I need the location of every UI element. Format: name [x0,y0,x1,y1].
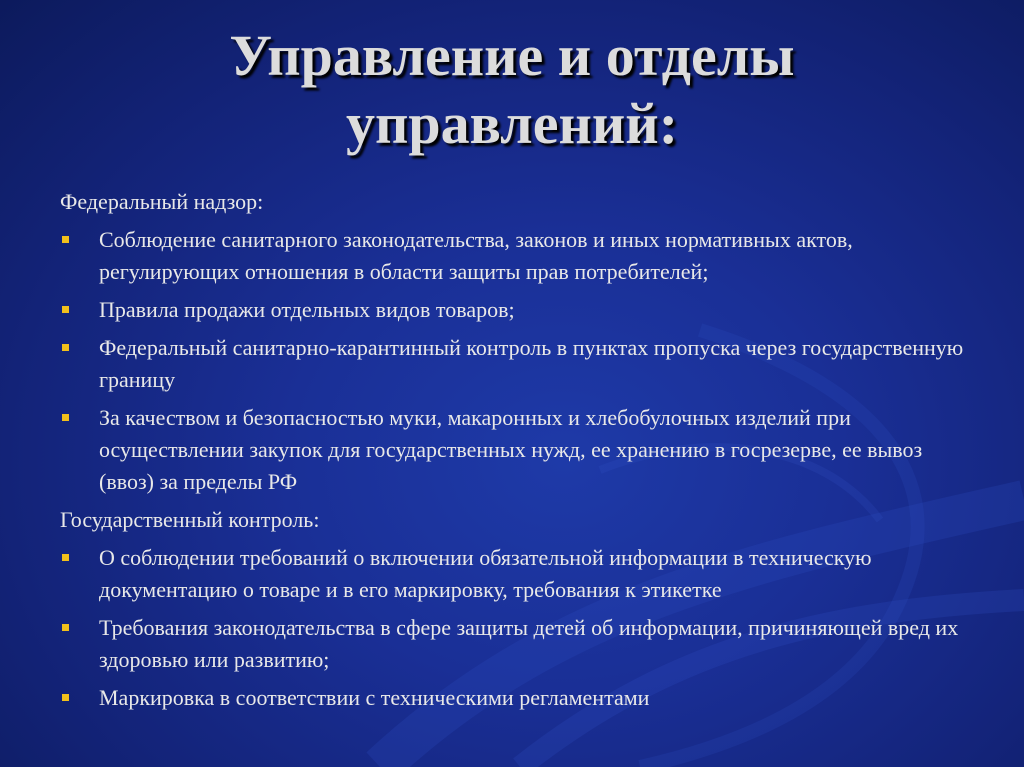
list-item [60,332,980,396]
list-item-text: Федеральный санитарно-карантинный контроль в пунктах пропуска через государственную границу [99,335,964,392]
list-item [60,612,980,676]
square-bullet-icon [62,554,69,561]
list-item-text: Маркировка в соответствии с техническими регламентами [99,685,650,710]
list-item [60,542,980,606]
square-bullet-icon [62,414,69,421]
square-bullet-icon [62,306,69,313]
list-item [60,224,980,288]
slide-body [60,186,980,720]
square-bullet-icon [62,694,69,701]
square-bullet-icon [62,236,69,243]
list-item [60,682,980,714]
slide-title-line-1: Управление и отделы [229,23,795,88]
slide-title-line-2: управлений: [345,91,679,156]
list-item [60,402,980,498]
federal-supervision-list [60,224,980,498]
section-label-state-control: Государственный контроль: [60,507,320,532]
list-item [60,294,980,326]
list-item-text: Соблюдение санитарного законодательства, законов и иных нормативных актов, регулирующих отношения в области защиты прав потребителей; [99,227,853,284]
list-item-text: О соблюдении требований о включении обязательной информации в техническую документацию о товаре и в его маркировку, требования к этикетке [99,545,872,602]
square-bullet-icon [62,344,69,351]
list-item-text: Правила продажи отдельных видов товаров; [99,297,515,322]
square-bullet-icon [62,624,69,631]
slide-title [0,22,1024,158]
list-item-text: За качеством и безопасностью муки, макаронных и хлебобулочных изделий при осуществлении закупок для государственных нужд, ее хранению в госрезерве, ее вывоз (ввоз) за пределы РФ [99,405,923,494]
list-item-text: Требования законодательства в сфере защиты детей об информации, причиняющей вред их здоровью или развитию; [99,615,959,672]
section-label-federal-supervision: Федеральный надзор: [60,189,264,214]
state-control-list [60,542,980,714]
